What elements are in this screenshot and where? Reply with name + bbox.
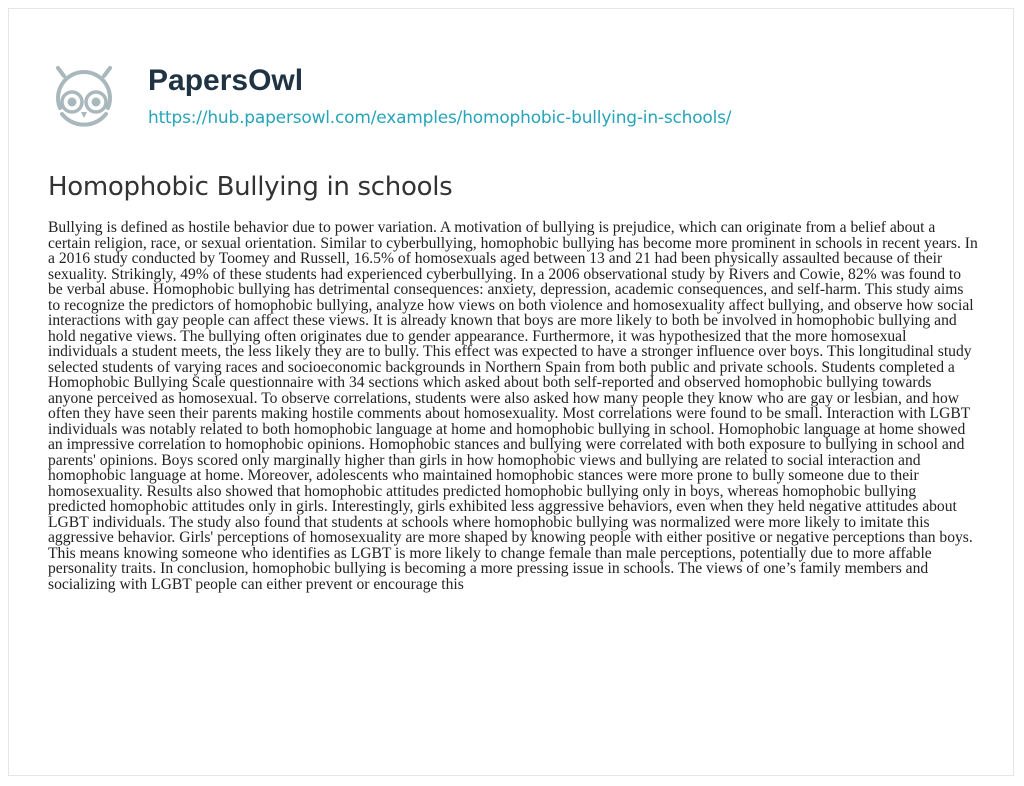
site-header [48,62,731,132]
document-title: Homophobic Bullying in schools [48,172,453,202]
brand-name[interactable]: PapersOwl [148,64,304,97]
brand-block [148,62,731,129]
source-url-link[interactable]: https://hub.papersowl.com/examples/homophobic-bullying-in-schools/ [148,108,732,128]
document-body: Bullying is defined as hostile behavior due to power variation. A motivation of bullying is prejudice, which can originate from a belief about a certain religion, race, or sexual orientation. Similar to cyberbullying, homophobic bullying has become more prominent in schools in recent years. In a 2016 study conducted by Toomey and Russell, 16.5% of homosexuals aged between 13 and 21 had been physically assaulted because of their sexuality. Strikingly, 49% of these students had experienced cyberbullying. In a 2006 observational study by Rivers and Cowie, 82% was found to be verbal abuse. Homophobic bullying has detrimental consequences: anxiety, depression, academic consequences, and self-harm. This study aims to recognize the predictors of homophobic bullying, analyze how views on both violence and homosexuality affect bullying, and observe how social interactions with gay people can affect these views. It is already known that boys are more likely to both be involved in homophobic bullying and hold negative views. The bullying often originates due to gender appearance. Furthermore, it was hypothesized that the more homosexual individuals a student meets, the less likely they are to bully. This effect was expected to have a stronger influence over boys. This longitudinal study selected students of varying races and socioeconomic backgrounds in Northern Spain from both public and private schools. Students completed a Homophobic Bullying Scale questionnaire with 34 sections which asked about both self-reported and observed homophobic bullying towards anyone perceived as homosexual. To observe correlations, students were also asked how many people they know who are gay or lesbian, and how often they have seen their parents making hostile comments about homosexuality. Most correlations were found to be small. Interaction with LGBT individuals was notably related to both homophobic language at home and homophobic bullying in school. Homophobic language at home showed an impressive correlation to homophobic opinions. Homophobic stances and bullying were correlated with both exposure to bullying in school and parents' opinions. Boys scored only marginally higher than girls in how homophobic views and bullying are related to social interaction and homophobic language at home. Moreover, adolescents who maintained homophobic stances were more prone to bully someone due to their homosexuality. Results also showed that homophobic attitudes predicted homophobic bullying only in boys, whereas homophobic bullying predicted homophobic attitudes only in girls. Interestingly, girls exhibited less aggressive behaviors, even when they held negative attitudes about LGBT individuals. The study also found that students at schools where homophobic bullying was normalized were more likely to imitate this aggressive behavior. Girls' perceptions of homosexuality are more shaped by knowing people with either positive or negative perceptions than boys. This means knowing someone who identifies as LGBT is more likely to change female than male perceptions, potentially due to more affable personality traits. In conclusion, homophobic bullying is becoming a more pressing issue in schools. The views of one’s family members and socializing with LGBT people can either prevent or encourage this [48,219,978,593]
owl-logo-icon [48,62,120,134]
